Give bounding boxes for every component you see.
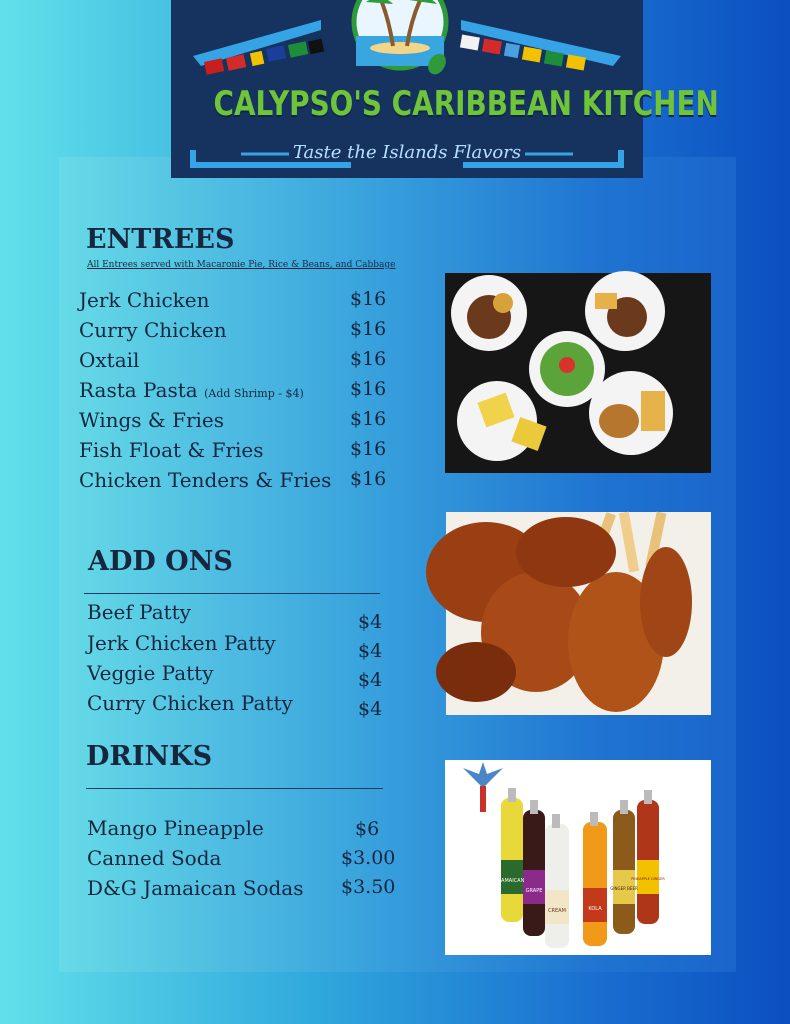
drink-item-name: D&G Jamaican Sodas — [87, 876, 304, 900]
drink-item-price: $3.50 — [341, 876, 396, 898]
wings-photo — [446, 512, 711, 715]
addons-title: ADD ONS — [88, 546, 233, 577]
entree-item-name: Jerk Chicken — [79, 288, 210, 312]
addon-item-price: $4 — [358, 640, 383, 662]
food-platters-image — [445, 273, 711, 473]
entree-item-name: Wings & Fries — [79, 408, 224, 432]
palm-island-icon — [354, 0, 449, 78]
wings-image — [446, 512, 711, 715]
addon-item-name: Curry Chicken Patty — [87, 691, 293, 715]
entree-item-price: $16 — [350, 468, 387, 490]
sodas-photo — [445, 760, 711, 955]
drink-item-price: $6 — [355, 818, 380, 840]
entree-item-price: $16 — [350, 378, 387, 400]
logo-banner — [171, 0, 719, 178]
drinks-title: DRINKS — [86, 741, 213, 772]
entree-item-name — [79, 378, 304, 402]
addon-item-name: Jerk Chicken Patty — [87, 631, 276, 655]
bottle-label: GRAPE — [525, 888, 543, 894]
entree-item-label: Rasta Pasta — [79, 378, 198, 402]
addon-item-price: $4 — [358, 669, 383, 691]
entree-item-name: Chicken Tenders & Fries — [79, 468, 332, 492]
entree-item-price: $16 — [350, 438, 387, 460]
entree-item-extra: (Add Shrimp - $4) — [204, 387, 304, 400]
parrot-icon — [463, 762, 503, 812]
drink-item-price: $3.00 — [341, 847, 396, 869]
entree-item-name: Oxtail — [79, 348, 140, 372]
entree-item-price: $16 — [350, 408, 387, 430]
entree-item-name: Fish Float & Fries — [79, 438, 264, 462]
bottle-label: PINEAPPLE GINGER — [631, 877, 665, 881]
bottle-label: KOLA — [588, 906, 602, 912]
bottle-label: CREAM — [548, 908, 566, 914]
addons-divider — [84, 593, 380, 594]
entrees-title: ENTREES — [86, 224, 235, 255]
drinks-divider — [86, 788, 383, 789]
addon-item-price: $4 — [358, 611, 383, 633]
entree-item-price: $16 — [350, 318, 387, 340]
bottle-label: GINGER BEER — [610, 886, 638, 891]
addon-item-price: $4 — [358, 698, 383, 720]
restaurant-name: CALYPSO'S CARIBBEAN KITCHEN — [213, 84, 719, 124]
restaurant-tagline: Taste the Islands Flavors — [292, 142, 522, 163]
drink-item-name: Canned Soda — [87, 846, 222, 870]
entree-item-name: Curry Chicken — [79, 318, 227, 342]
addon-item-name: Veggie Patty — [87, 661, 214, 685]
entrees-note: All Entrees served with Macaronie Pie, Rice & Beans, and Cabbage — [87, 260, 396, 270]
sodas-image — [445, 760, 711, 955]
bottle-label: JAMAICAN — [499, 878, 525, 884]
entree-item-price: $16 — [350, 348, 387, 370]
drink-item-name: Mango Pineapple — [87, 816, 264, 840]
food-platters-photo — [445, 273, 711, 473]
entree-item-price: $16 — [350, 288, 387, 310]
addon-item-name: Beef Patty — [87, 600, 191, 624]
